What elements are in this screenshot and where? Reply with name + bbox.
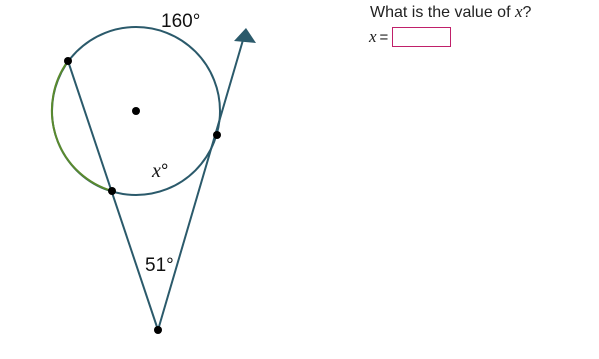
secant-ray (158, 40, 243, 330)
question-text (370, 2, 531, 22)
point-right (213, 131, 221, 139)
point-upper-left (64, 57, 72, 65)
highlighted-arc (52, 61, 112, 191)
point-vertex (154, 326, 162, 334)
question-variable: x (514, 2, 523, 21)
answer-variable: x (369, 27, 377, 46)
label-arc-x (151, 160, 169, 182)
answer-row (369, 25, 451, 49)
label-angle-51: 51° (145, 255, 174, 276)
point-lower-left (108, 187, 116, 195)
label-arc-x-deg: ° (160, 161, 169, 182)
label-arc-x-var: x (152, 160, 161, 182)
arrowhead-icon (234, 28, 256, 43)
answer-equals: = (379, 28, 389, 46)
question-prefix: What is the value of (370, 4, 515, 21)
answer-input[interactable] (392, 27, 451, 47)
point-center (132, 107, 140, 115)
label-arc-160: 160° (161, 11, 201, 32)
question-suffix: ? (522, 4, 532, 21)
